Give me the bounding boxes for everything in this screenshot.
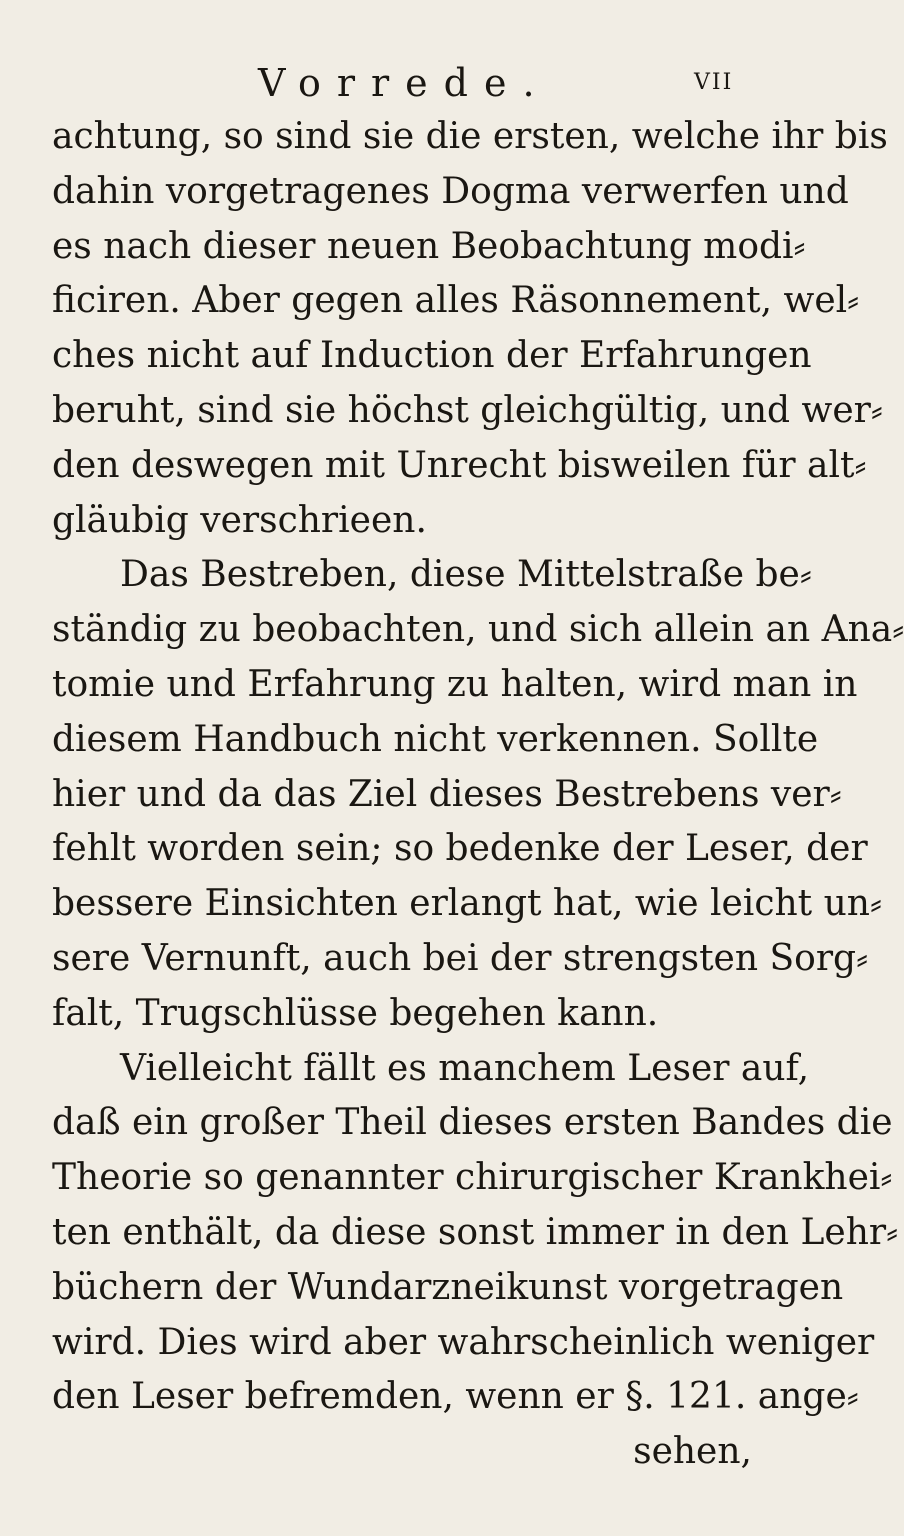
text-line: ficiren. Aber gegen alles Räsonnement, wel⸗ xyxy=(52,280,860,322)
paragraph xyxy=(52,548,904,1041)
text-line: tomie und Erfahrung zu halten, wird man in xyxy=(52,663,858,705)
text-line: dahin vorgetragenes Dogma verwerfen und xyxy=(52,170,849,212)
body-text xyxy=(52,110,904,1480)
text-line: Vielleicht fällt es manchem Leser auf, xyxy=(120,1047,810,1089)
text-line: daß ein großer Theil dieses ersten Bandes die xyxy=(52,1102,893,1144)
text-line: achtung, so sind sie die ersten, welche ihr bis xyxy=(52,116,888,157)
running-head-title: Vorrede. xyxy=(258,61,551,105)
page-number: VII xyxy=(694,70,734,95)
catchword: sehen, xyxy=(633,1431,752,1473)
text-line: wird. Dies wird aber wahrscheinlich weniger xyxy=(52,1321,875,1363)
text-line: diesem Handbuch nicht verkennen. Sollte xyxy=(52,718,819,760)
text-line: bessere Einsichten erlangt hat, wie leicht un⸗ xyxy=(52,883,882,925)
text-line: fehlt worden sein; so bedenke der Leser, der xyxy=(52,828,868,870)
text-line: sere Vernunft, auch bei der strengsten Sorg⸗ xyxy=(52,937,869,979)
text-line: ständig zu beobachten, und sich allein an Ana⸗ xyxy=(52,609,904,651)
text-line: beruht, sind sie höchst gleichgültig, und wer⸗ xyxy=(52,389,883,431)
paragraph xyxy=(52,110,888,548)
text-line: ches nicht auf Induction der Erfahrungen xyxy=(52,335,812,377)
text-line: falt, Trugschlüsse begehen kann. xyxy=(52,992,659,1034)
text-line: Theorie so genannter chirurgischer Krankhei⸗ xyxy=(52,1157,893,1199)
text-line: ten enthält, da diese sonst immer in den Lehr⸗ xyxy=(52,1211,899,1253)
text-line: hier und da das Ziel dieses Bestrebens ver⸗ xyxy=(52,773,842,815)
text-line: büchern der Wundarzneikunst vorgetragen xyxy=(52,1266,844,1308)
text-line: den deswegen mit Unrecht bisweilen für alt⸗ xyxy=(52,444,867,486)
text-line: es nach dieser neuen Beobachtung modi⸗ xyxy=(52,225,806,267)
text-line: gläubig verschrieen. xyxy=(52,499,427,541)
paragraph xyxy=(52,1042,899,1426)
text-line: Das Bestreben, diese Mittelstraße be⸗ xyxy=(120,554,812,596)
text-line: den Leser befremden, wenn er §. 121. ange⸗ xyxy=(52,1376,859,1418)
running-head xyxy=(0,58,800,108)
